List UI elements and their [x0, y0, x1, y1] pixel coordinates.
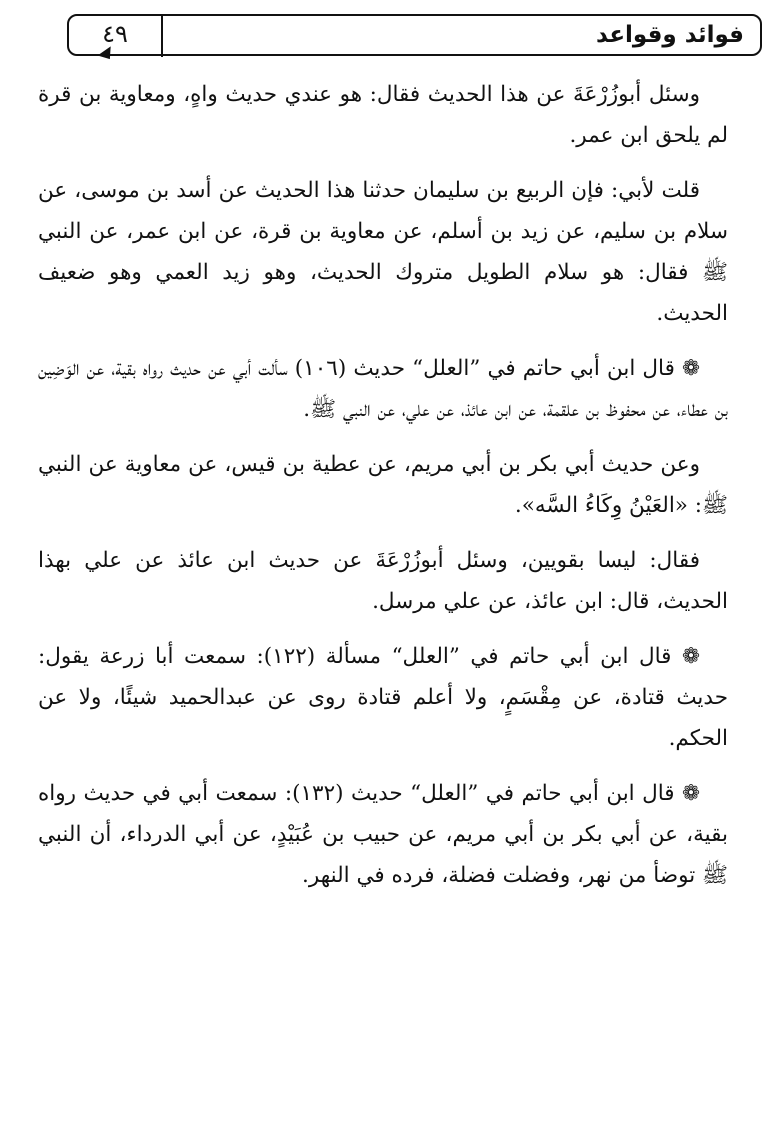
header-divider — [161, 14, 163, 57]
page-body — [38, 74, 728, 910]
paragraph-4: وعن حديث أبي بكر بن أبي مريم، عن عطية بن قيس، عن معاوية عن النبي ﷺ: «العَيْنُ وِكَاءُ السَّه». — [38, 452, 728, 518]
paragraph-7: ❁ قال ابن أبي حاتم في ”العلل“ حديث (١٣٢): سمعت أبي في حديث رواه بقية، عن أبي بكر بن أبي مريم، عن حبيب بن عُبَيْدٍ، عن أبي الدرداء، أن النبي ﷺ توضأ من نهر، وفضلت فضلة، فرده في النهر. — [38, 781, 728, 888]
paragraph-2: قلت لأبي: فإن الربيع بن سليمان حدثنا هذا الحديث عن أسد بن موسى، عن سلام بن سليم، عن زيد بن أسلم، عن معاوية بن قرة، عن ابن عمر، عن النبي ﷺ فقال: هو سلام الطويل متروك الحديث، وهو زيد العمي وهو ضعيف الحديث. — [38, 178, 728, 326]
page-header — [67, 14, 762, 56]
paragraph-3: ❁ قال ابن أبي حاتم في ”العلل“ حديث (١٠٦) سألت أبي عن حديث رواه بقية، عن الوَضِين بن عطاء، عن محفوظ بن علقمة، عن ابن عائذ، عن علي، عن النبي ﷺ. — [38, 356, 728, 422]
running-title: فوائد وقواعد — [596, 22, 744, 48]
paragraph-6: ❁ قال ابن أبي حاتم في ”العلل“ مسألة (١٢٢): سمعت أبا زرعة يقول: حديث قتادة، عن مِقْسَمٍ، ولا أعلم قتادة روى عن عبدالحميد شيئًا، ولا عن الحكم. — [38, 644, 728, 751]
paragraph-5: فقال: ليسا بقويين، وسئل أبوزُرْعَةَ عن حديث ابن عائذ عن علي بهذا الحديث، قال: ابن عائذ، عن علي مرسل. — [38, 548, 728, 614]
page-number: ٤٩ — [102, 20, 128, 48]
paragraph-1: وسئل أبوزُرْعَةَ عن هذا الحديث فقال: هو عندي حديث واهٍ، ومعاوية بن قرة لم يلحق ابن عمر. — [38, 82, 728, 148]
